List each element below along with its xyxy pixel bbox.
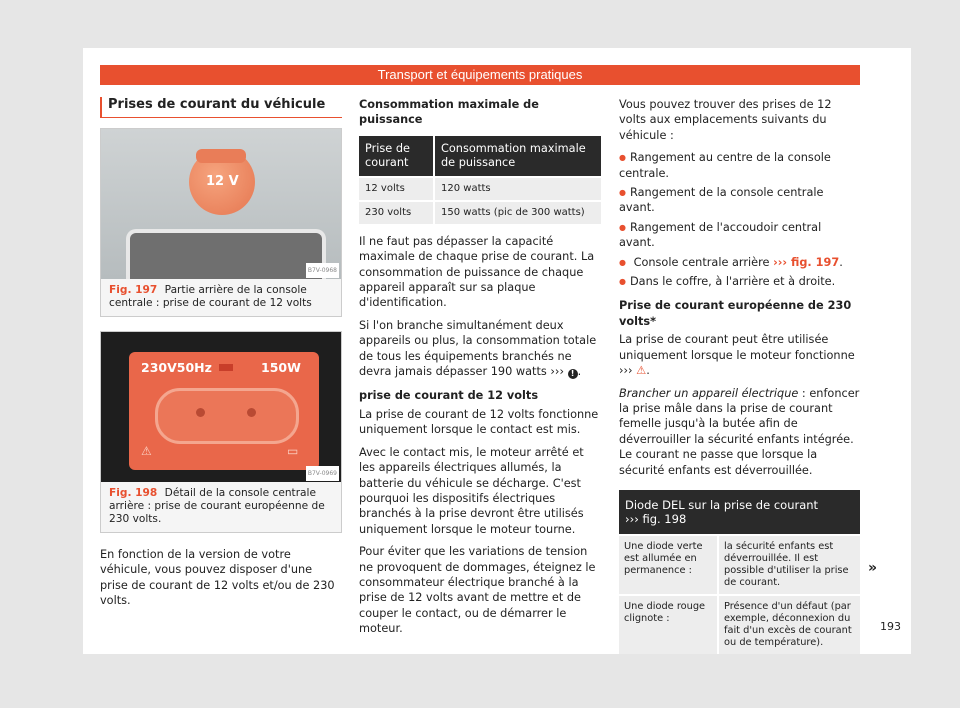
figure-caption-text: Partie arrière de la console centrale : prise de courant de 12 volts	[109, 284, 312, 309]
column-2	[359, 97, 601, 644]
warning-icon: ⚠	[636, 364, 647, 378]
table-header-row	[359, 136, 601, 177]
paragraph: Vous pouvez trouver des prises de 12 volts aux emplacements suivants du véhicule :	[619, 98, 832, 142]
table-cell: la sécurité enfants est déverrouillée. Il est possible d'utiliser la prise de courant.	[717, 536, 860, 594]
table-header: Prise de courant	[359, 136, 434, 177]
figure-code: B7V-0968	[306, 263, 339, 278]
table-row	[619, 534, 860, 594]
paragraph: Avec le contact mis, le moteur arrêté et les appareils électriques allumés, la batterie du véhicule se décharge. C'est pourquoi les dispositifs électriques branchés à la prise devront être utilisés uniquement lorsque le moteur tourne.	[359, 445, 584, 536]
led-table-title: Diode DEL sur la prise de courant	[625, 497, 819, 512]
caution-note-icon: !	[568, 369, 578, 379]
paragraph: La prise de courant de 12 volts fonctionne uniquement lorsque le contact est mis.	[359, 407, 599, 437]
manual-icon: ▭	[287, 444, 299, 458]
list-item: ● Rangement au centre de la console centrale.	[619, 150, 860, 181]
table-row	[619, 594, 860, 654]
paragraph: Pour éviter que les variations de tension ne provoquent de dommages, éteignez le consommateur électrique branché à la prise de 12 volts avant de mettre et de couper le contact, ou de démarrer le moteur.	[359, 545, 596, 636]
socket-230v-image	[101, 332, 341, 482]
subheading: prise de courant de 12 volts	[359, 389, 539, 403]
table-row	[359, 201, 601, 224]
socket-label: 12 V	[206, 174, 239, 189]
paragraph: Si l'on branche simultanément deux appareils ou plus, la consommation totale de tous les équipements branchés ne devra jamais dépasser 190 watts ››› ! .	[359, 318, 597, 379]
cross-reference[interactable]: ›››	[619, 364, 633, 378]
figure-198	[100, 331, 342, 533]
page-number: 193	[880, 620, 901, 633]
console-tray	[126, 229, 326, 279]
section-title: Prises de courant du véhicule	[100, 97, 342, 118]
table-cell: Présence d'un défaut (par exemple, déconnexion du fait d'un excès de courant ou de température).	[717, 596, 860, 654]
socket-hole-right	[247, 408, 256, 417]
figure-caption	[101, 482, 341, 532]
table-cell: 230 volts	[359, 201, 434, 224]
figure-code: B7V-0969	[306, 466, 339, 481]
figure-197	[100, 128, 342, 317]
figure-reference-link[interactable]: ››› fig. 197	[773, 255, 840, 269]
table-cell: Une diode verte est allumée en permanence :	[624, 540, 703, 576]
paragraph-text: La prise de courant peut être utilisée uniquement lorsque le moteur fonctionne	[619, 333, 855, 362]
led-table	[619, 490, 860, 654]
socket-tab	[196, 149, 246, 163]
cross-reference[interactable]: ›››	[550, 365, 564, 379]
paragraph: La prise de courant peut être utilisée uniquement lorsque le moteur fonctionne ››› ⚠.	[619, 333, 855, 378]
table-cell: 150 watts (pic de 300 watts)	[434, 201, 601, 224]
table-cell: 12 volts	[359, 177, 434, 201]
paragraph: Il ne faut pas dépasser la capacité maximale de chaque prise de courant. La consommation de puissance de chaque appareil apparaît sur sa plaque d'identification.	[359, 234, 595, 310]
subheading: Prise de courant européenne de 230 volts*	[619, 299, 852, 328]
continue-marker: »	[868, 560, 878, 576]
locations-list	[619, 150, 860, 289]
intro-paragraph: En fonction de la version de votre véhicule, vous pouvez disposer d'une prise de courant de 12 volts et/ou de 230 volts.	[100, 548, 335, 608]
table-cell: Une diode rouge clignote :	[624, 600, 706, 624]
table-row	[359, 177, 601, 201]
paragraph-text: Si l'on branche simultanément deux appareils ou plus, la consommation totale de tous les équipements branchés ne devra jamais dépasser 190 watts	[359, 318, 597, 379]
column-1	[100, 97, 342, 616]
figure-caption	[101, 279, 341, 316]
list-item: ● Rangement de l'accoudoir central avant.	[619, 220, 860, 251]
figure-caption-text: Détail de la console centrale arrière : prise de courant européenne de 230 volts.	[109, 487, 325, 525]
chapter-header: Transport et équipements pratiques	[100, 65, 860, 85]
socket-hole-left	[196, 408, 205, 417]
paragraph-text: : enfoncer la prise mâle dans la prise de courant femelle jusqu'à la butée afin de déverrouiller la sécurité enfants intégrée. Le courant ne passe que lorsque la sécurité enfants est déverrouillée.	[619, 386, 860, 477]
figure-number: Fig. 197	[109, 284, 158, 296]
led-indicator	[219, 364, 233, 371]
paragraph-label: Brancher un appareil électrique	[619, 386, 799, 400]
warning-icon: ⚠	[141, 444, 152, 458]
list-item: ● Rangement de la console centrale avant.	[619, 185, 860, 216]
table-cell: 120 watts	[434, 177, 601, 201]
socket-label-power: 150W	[261, 360, 301, 375]
socket-outlet	[155, 388, 299, 444]
list-item: ● Console centrale arrière ››› fig. 197.	[619, 255, 860, 270]
table-title: Consommation maximale de puissance	[359, 98, 539, 127]
power-table	[359, 136, 601, 224]
figure-reference-link[interactable]: ››› fig. 198	[625, 511, 687, 526]
list-item-text: Console centrale arrière	[633, 255, 770, 269]
socket-label-voltage: 230V50Hz	[141, 360, 212, 375]
led-table-header	[619, 490, 860, 534]
table-header: Consommation maximale de puissance	[434, 136, 601, 177]
figure-number: Fig. 198	[109, 487, 158, 499]
socket-12v-image	[101, 129, 341, 279]
column-3	[619, 97, 860, 654]
list-item: ● Dans le coffre, à l'arrière et à droite.	[619, 274, 860, 289]
paragraph	[619, 386, 860, 478]
